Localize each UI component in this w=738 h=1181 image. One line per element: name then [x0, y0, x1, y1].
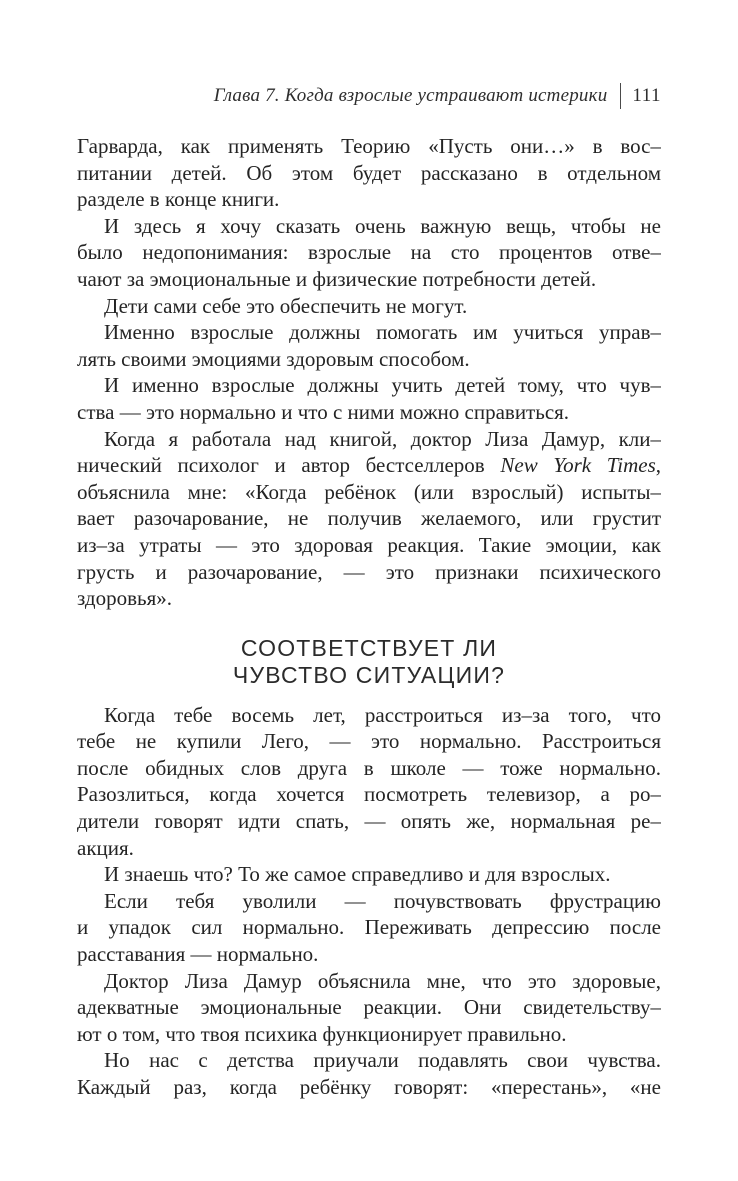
text-line: из–за утраты — это здоровая реакция. Такие эмоции, как: [77, 532, 661, 557]
text-line: И знаешь что? То же самое справедливо и для взрослых.: [104, 862, 611, 887]
paragraph: [77, 372, 661, 425]
text-line: было недопонимания: взрослые на сто процентов отве–: [77, 240, 661, 265]
text-line: [77, 452, 661, 479]
paragraph: [77, 426, 661, 612]
text-line: питании детей. Об этом будет рассказано в отдельном: [77, 160, 661, 185]
header-divider: [620, 83, 621, 109]
paragraph: [77, 319, 661, 372]
text-line: разделе в конце книги.: [77, 187, 280, 212]
text-line: грусть и разочарование, — это признаки психического: [77, 559, 661, 584]
chapter-title: Глава 7. Когда взрослые устраивают истерики: [213, 85, 608, 106]
text-line: И здесь я хочу сказать очень важную вещь, чтобы не: [104, 213, 661, 238]
text-line: Но нас с детства приучали подавлять свои чувства.: [104, 1048, 661, 1073]
text-line: адекватные эмоциональные реакции. Они свидетельству–: [77, 995, 661, 1020]
text-line: Доктор Лиза Дамур объяснила мне, что это здоровые,: [104, 968, 661, 993]
paragraph: [77, 702, 661, 862]
heading-line: СООТВЕТСТВУЕТ ЛИ: [240, 634, 498, 661]
paragraph: [77, 213, 661, 293]
text-line: Если тебя уволили — почувствовать фрустрацию: [104, 888, 661, 913]
paragraph: [77, 293, 661, 320]
text-line: дители говорят идти спать, — опять же, нормальная ре–: [77, 809, 661, 834]
book-title-italic: New York Times: [500, 453, 656, 478]
text-line: Дети сами себе это обеспечить не могут.: [104, 293, 468, 318]
text-line: вает разочарование, не получив желаемого, или грустит: [77, 506, 661, 531]
paragraph: [77, 968, 661, 1048]
text-block: [77, 133, 661, 1101]
text-line: Гарварда, как применять Теорию «Пусть они…» в вос–: [77, 134, 661, 158]
text-line: и упадок сил нормально. Переживать депрессию после: [77, 915, 661, 940]
text-line: акция.: [77, 835, 134, 860]
text-line: Разозлиться, когда хочется посмотреть телевизор, а ро–: [77, 782, 661, 807]
text-line: Именно взрослые должны помогать им учиться управ–: [104, 320, 661, 345]
text-line: чают за эмоциональные и физические потребности детей.: [77, 266, 597, 291]
text-line: ют о том, что твоя психика функционирует правильно.: [77, 1021, 567, 1046]
text-line: объяснила мне: «Когда ребёнок (или взрослый) испыты–: [77, 479, 661, 504]
page-number: 111: [632, 85, 661, 106]
paragraph: [77, 888, 661, 968]
paragraph: [77, 1047, 661, 1100]
text-line: расставания — нормально.: [77, 942, 319, 967]
text-line: лять своими эмоциями здоровым способом.: [77, 346, 470, 371]
paragraph: [77, 133, 661, 213]
text-line: здоровья».: [77, 586, 173, 611]
text-line: И именно взрослые должны учить детей тому, что чув–: [104, 373, 661, 398]
heading-line: ЧУВСТВО СИТУАЦИИ?: [232, 661, 506, 688]
text-line: Каждый раз, когда ребёнку говорят: «перестань», «не: [77, 1075, 661, 1099]
text-segment: ,: [655, 453, 661, 478]
text-line: ства — это нормально и что с ними можно справиться.: [77, 399, 570, 424]
text-line: Когда тебе восемь лет, расстроиться из–за того, что: [104, 702, 661, 727]
running-head: [77, 83, 661, 109]
section-heading: [77, 635, 661, 689]
text-line: Когда я работала над книгой, доктор Лиза Дамур, кли–: [104, 426, 661, 451]
text-line: тебе не купили Лего, — это нормально. Расстроиться: [77, 729, 661, 754]
text-segment: нический психолог и автор бестселлеров: [77, 453, 501, 478]
text-line: после обидных слов друга в школе — тоже нормально.: [77, 755, 661, 780]
paragraph: [77, 861, 661, 888]
